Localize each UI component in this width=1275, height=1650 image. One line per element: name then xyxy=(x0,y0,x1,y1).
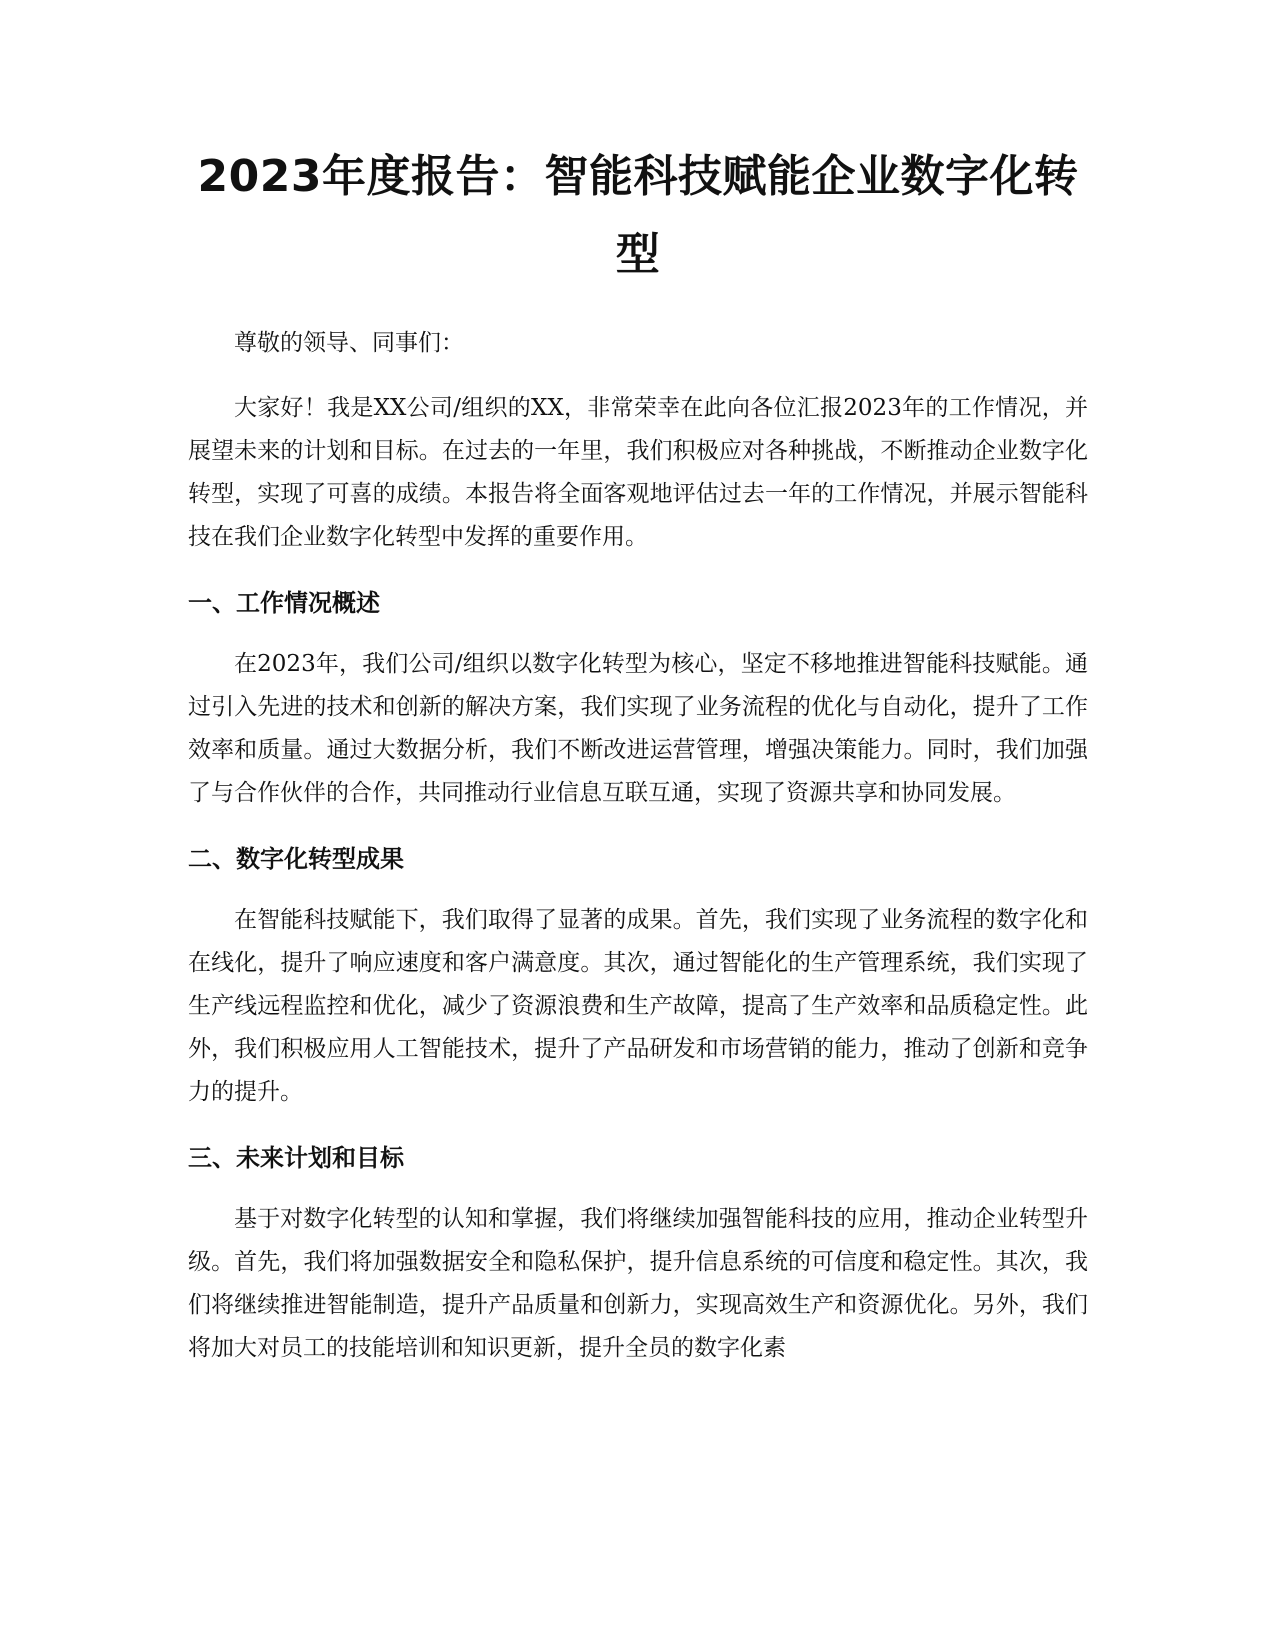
document-page xyxy=(188,138,1088,1394)
section-body-overview: 在2023年，我们公司/组织以数字化转型为核心，坚定不移地推进智能科技赋能。通过引入先进的技术和创新的解决方案，我们实现了业务流程的优化与自动化，提升了工作效率和质量。通过大数据分析，我们不断改进运营管理，增强决策能力。同时，我们加强了与合作伙伴的合作，共同推动行业信息互联互通，实现了资源共享和协同发展。 xyxy=(188,651,1088,806)
section-heading-overview: 一、工作情况概述 xyxy=(188,589,380,617)
intro-paragraph: 大家好！我是XX公司/组织的XX，非常荣幸在此向各位汇报2023年的工作情况，并展望未来的计划和目标。在过去的一年里，我们积极应对各种挑战，不断推动企业数字化转型，实现了可喜的成绩。本报告将全面客观地评估过去一年的工作情况，并展示智能科技在我们企业数字化转型中发挥的重要作用。 xyxy=(188,395,1088,550)
greeting-line: 尊敬的领导、同事们： xyxy=(234,330,464,356)
document-title: 2023年度报告：智能科技赋能企业数字化转型 xyxy=(197,151,1079,280)
section-heading-results: 二、数字化转型成果 xyxy=(188,845,404,873)
section-heading-future-plans: 三、未来计划和目标 xyxy=(188,1144,404,1172)
section-body-future-plans: 基于对数字化转型的认知和掌握，我们将继续加强智能科技的应用，推动企业转型升级。首先，我们将加强数据安全和隐私保护，提升信息系统的可信度和稳定性。其次，我们将继续推进智能制造，提升产品质量和创新力，实现高效生产和资源优化。另外，我们将加大对员工的技能培训和知识更新，提升全员的数字化素 xyxy=(188,1206,1088,1361)
section-body-results: 在智能科技赋能下，我们取得了显著的成果。首先，我们实现了业务流程的数字化和在线化，提升了响应速度和客户满意度。其次，通过智能化的生产管理系统，我们实现了生产线远程监控和优化，减少了资源浪费和生产故障，提高了生产效率和品质稳定性。此外，我们积极应用人工智能技术，提升了产品研发和市场营销的能力，推动了创新和竞争力的提升。 xyxy=(188,907,1088,1105)
